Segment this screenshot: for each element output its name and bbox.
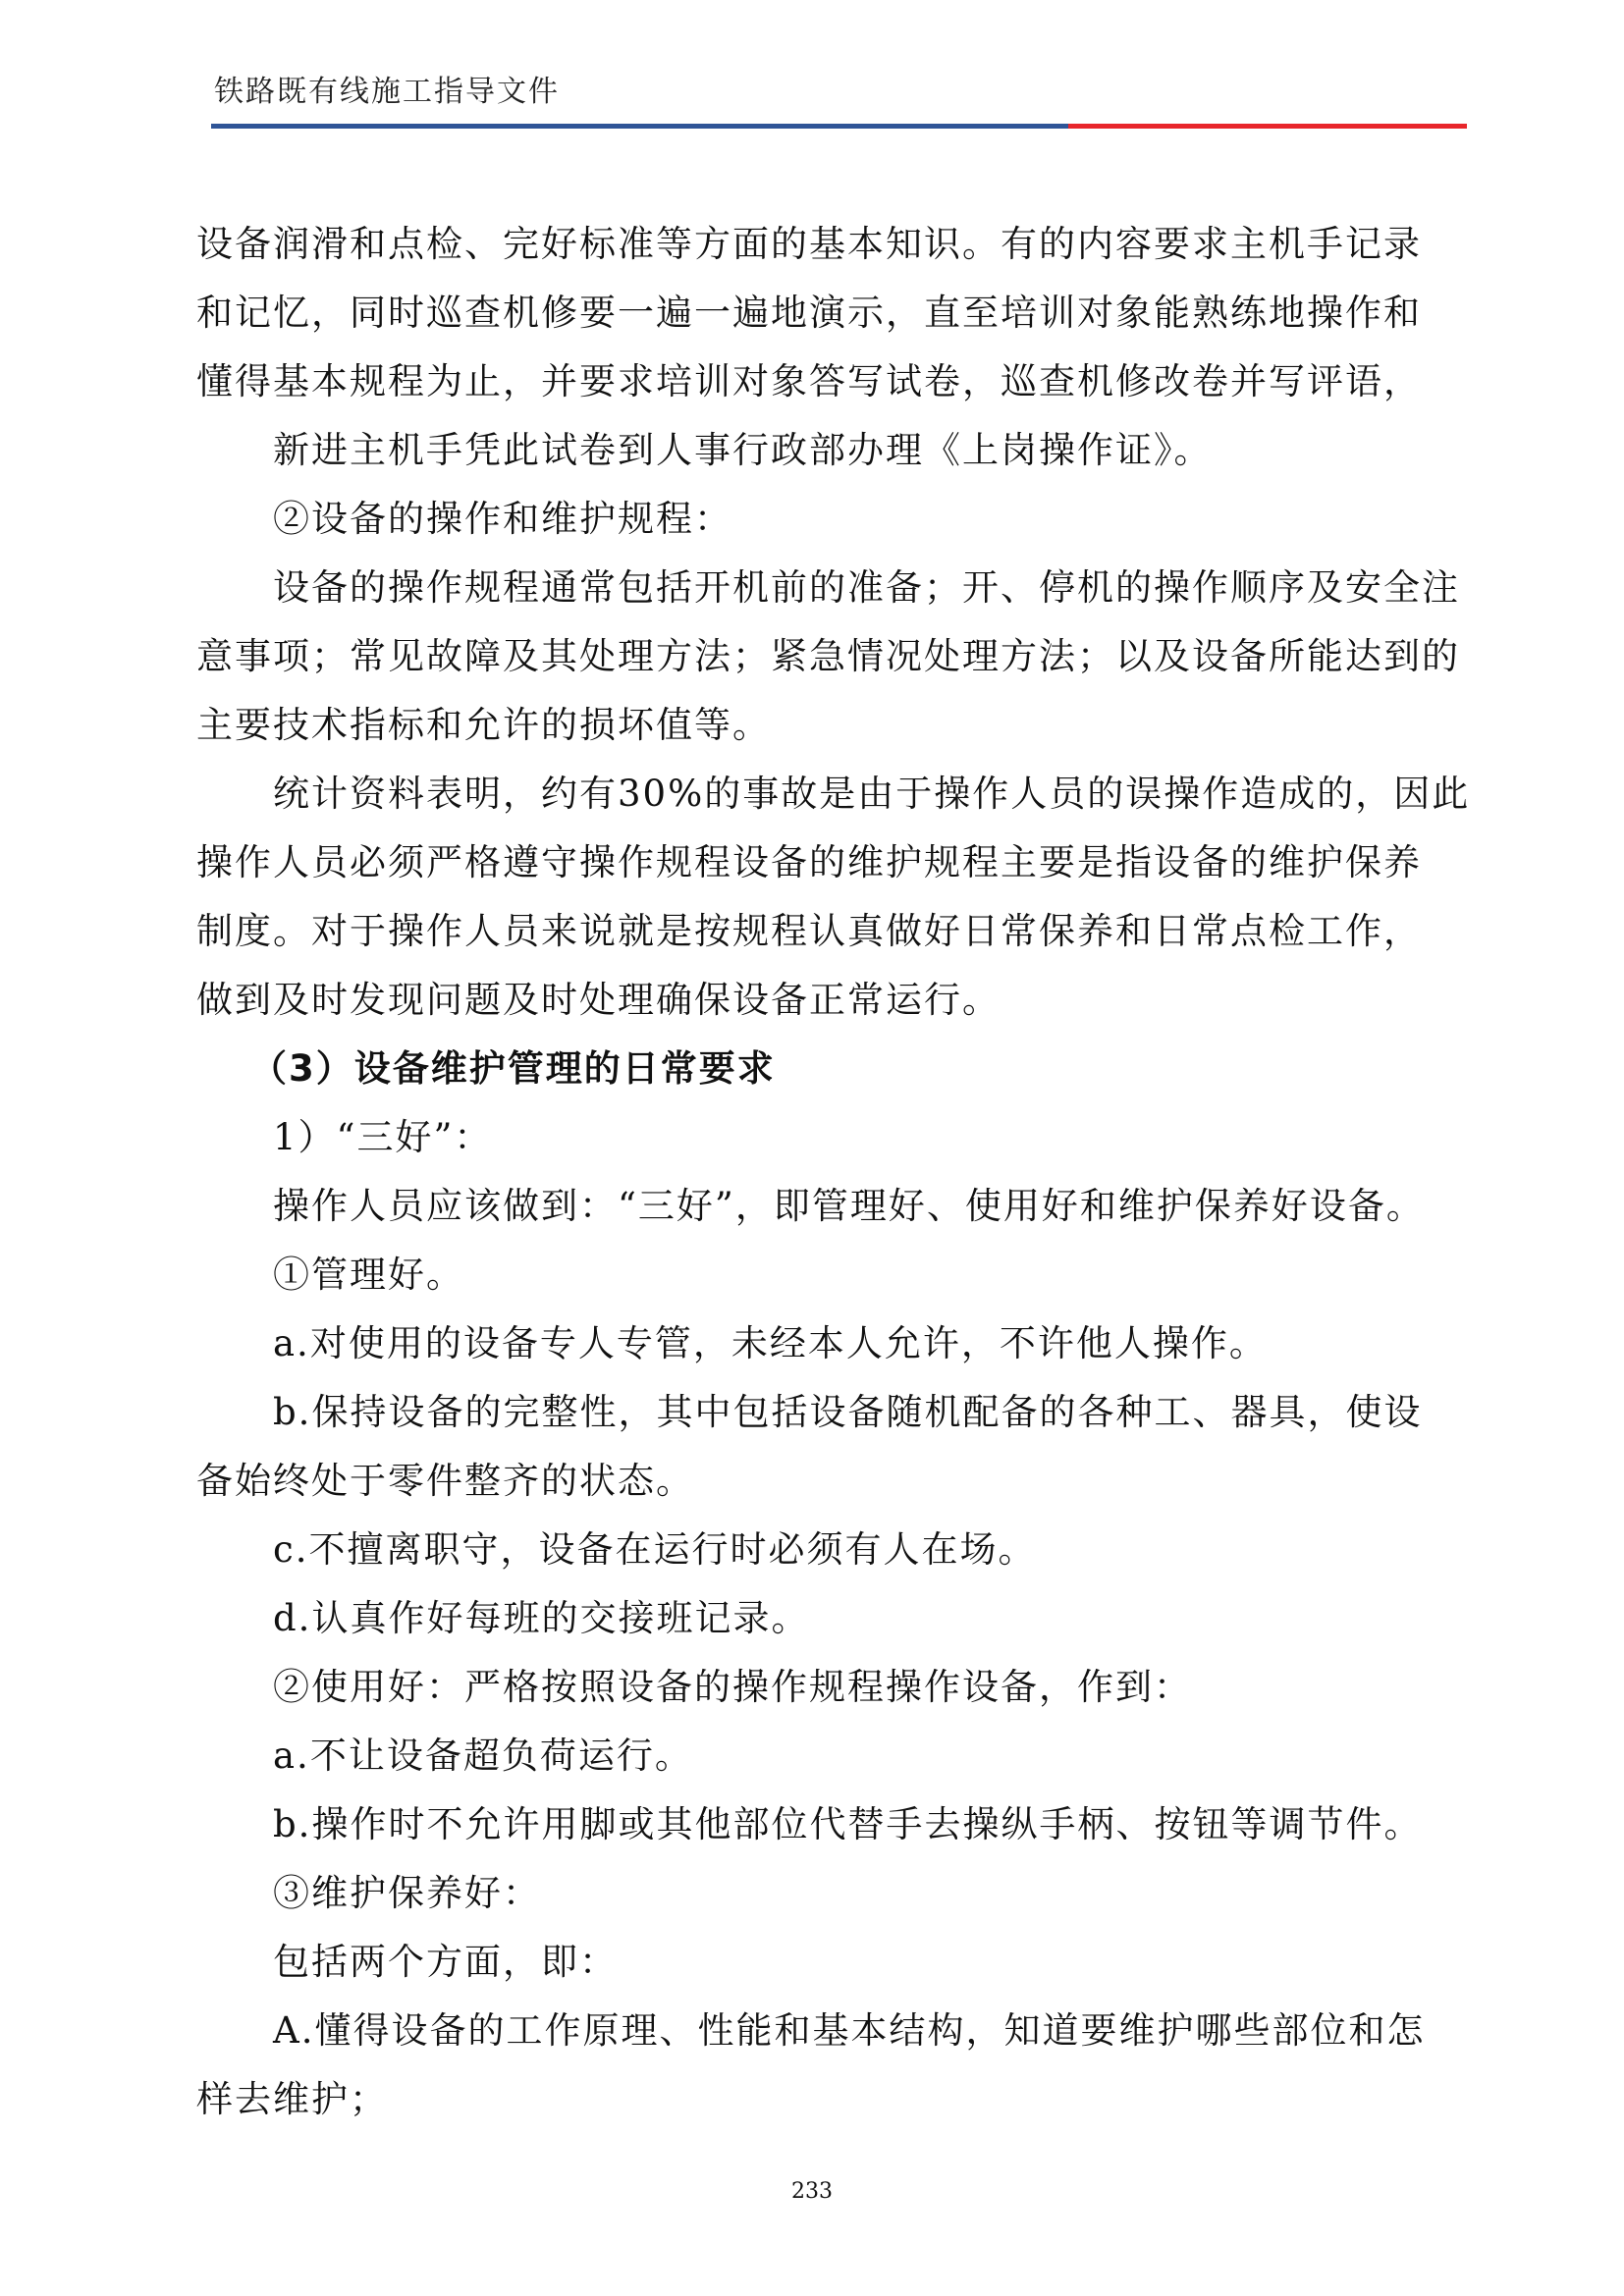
body-line: b.保持设备的完整性，其中包括设备随机配备的各种工、器具，使设 — [273, 1391, 1423, 1433]
body-line: 和记忆，同时巡查机修要一遍一遍地演示，直至培训对象能熟练地操作和 — [196, 292, 1422, 334]
body-line: d.认真作好每班的交接班记录。 — [273, 1597, 810, 1639]
body-line: 操作人员应该做到：“三好”，即管理好、使用好和维护保养好设备。 — [273, 1185, 1425, 1227]
body-line: 1）“三好”： — [273, 1116, 493, 1158]
body-line: 包括两个方面，即： — [273, 1941, 618, 1983]
header-rule-red — [1068, 124, 1467, 129]
header-rule-blue — [211, 124, 1068, 129]
body-line: ①管理好。 — [273, 1254, 464, 1296]
body-line: 做到及时发现问题及时处理确保设备正常运行。 — [196, 979, 1001, 1021]
body-line: b.操作时不允许用脚或其他部位代替手去操纵手柄、按钮等调节件。 — [273, 1803, 1423, 1845]
page-number: 233 — [791, 2179, 833, 2204]
body-line: 新进主机手凭此试卷到人事行政部办理《上岗操作证》。 — [273, 429, 1213, 471]
body-line: 设备润滑和点检、完好标准等方面的基本知识。有的内容要求主机手记录 — [196, 223, 1422, 265]
body-line: 统计资料表明，约有30%的事故是由于操作人员的误操作造成的，因此 — [273, 773, 1471, 815]
body-line: 懂得基本规程为止，并要求培训对象答写试卷，巡查机修改卷并写评语， — [196, 360, 1422, 402]
body-line: 主要技术指标和允许的损坏值等。 — [196, 704, 771, 746]
body-line: a.对使用的设备专人专管，未经本人允许，不许他人操作。 — [273, 1322, 1268, 1364]
document-body — [196, 210, 1471, 2134]
body-line: 设备的操作规程通常包括开机前的准备；开、停机的操作顺序及安全注 — [273, 566, 1460, 609]
body-line: ③维护保养好： — [273, 1872, 541, 1914]
body-line: a.不让设备超负荷运行。 — [273, 1735, 693, 1777]
body-line: 样去维护； — [196, 2078, 388, 2120]
body-line: c.不擅离职守，设备在运行时必须有人在场。 — [273, 1528, 1037, 1571]
section-heading: （3）设备维护管理的日常要求 — [250, 1047, 776, 1090]
document-header-title: 铁路既有线施工指导文件 — [214, 75, 560, 109]
body-line: 备始终处于零件整齐的状态。 — [196, 1460, 694, 1502]
body-line: ②使用好：严格按照设备的操作规程操作设备，作到： — [273, 1666, 1192, 1708]
body-line: 操作人员必须严格遵守操作规程设备的维护规程主要是指设备的维护保养 — [196, 841, 1422, 883]
body-line: 意事项；常见故障及其处理方法；紧急情况处理方法；以及设备所能达到的 — [196, 635, 1460, 677]
body-line: 制度。对于操作人员来说就是按规程认真做好日常保养和日常点检工作， — [196, 910, 1422, 952]
body-line: ②设备的操作和维护规程： — [273, 498, 732, 540]
body-line: A.懂得设备的工作原理、性能和基本结构，知道要维护哪些部位和怎 — [273, 2009, 1426, 2052]
